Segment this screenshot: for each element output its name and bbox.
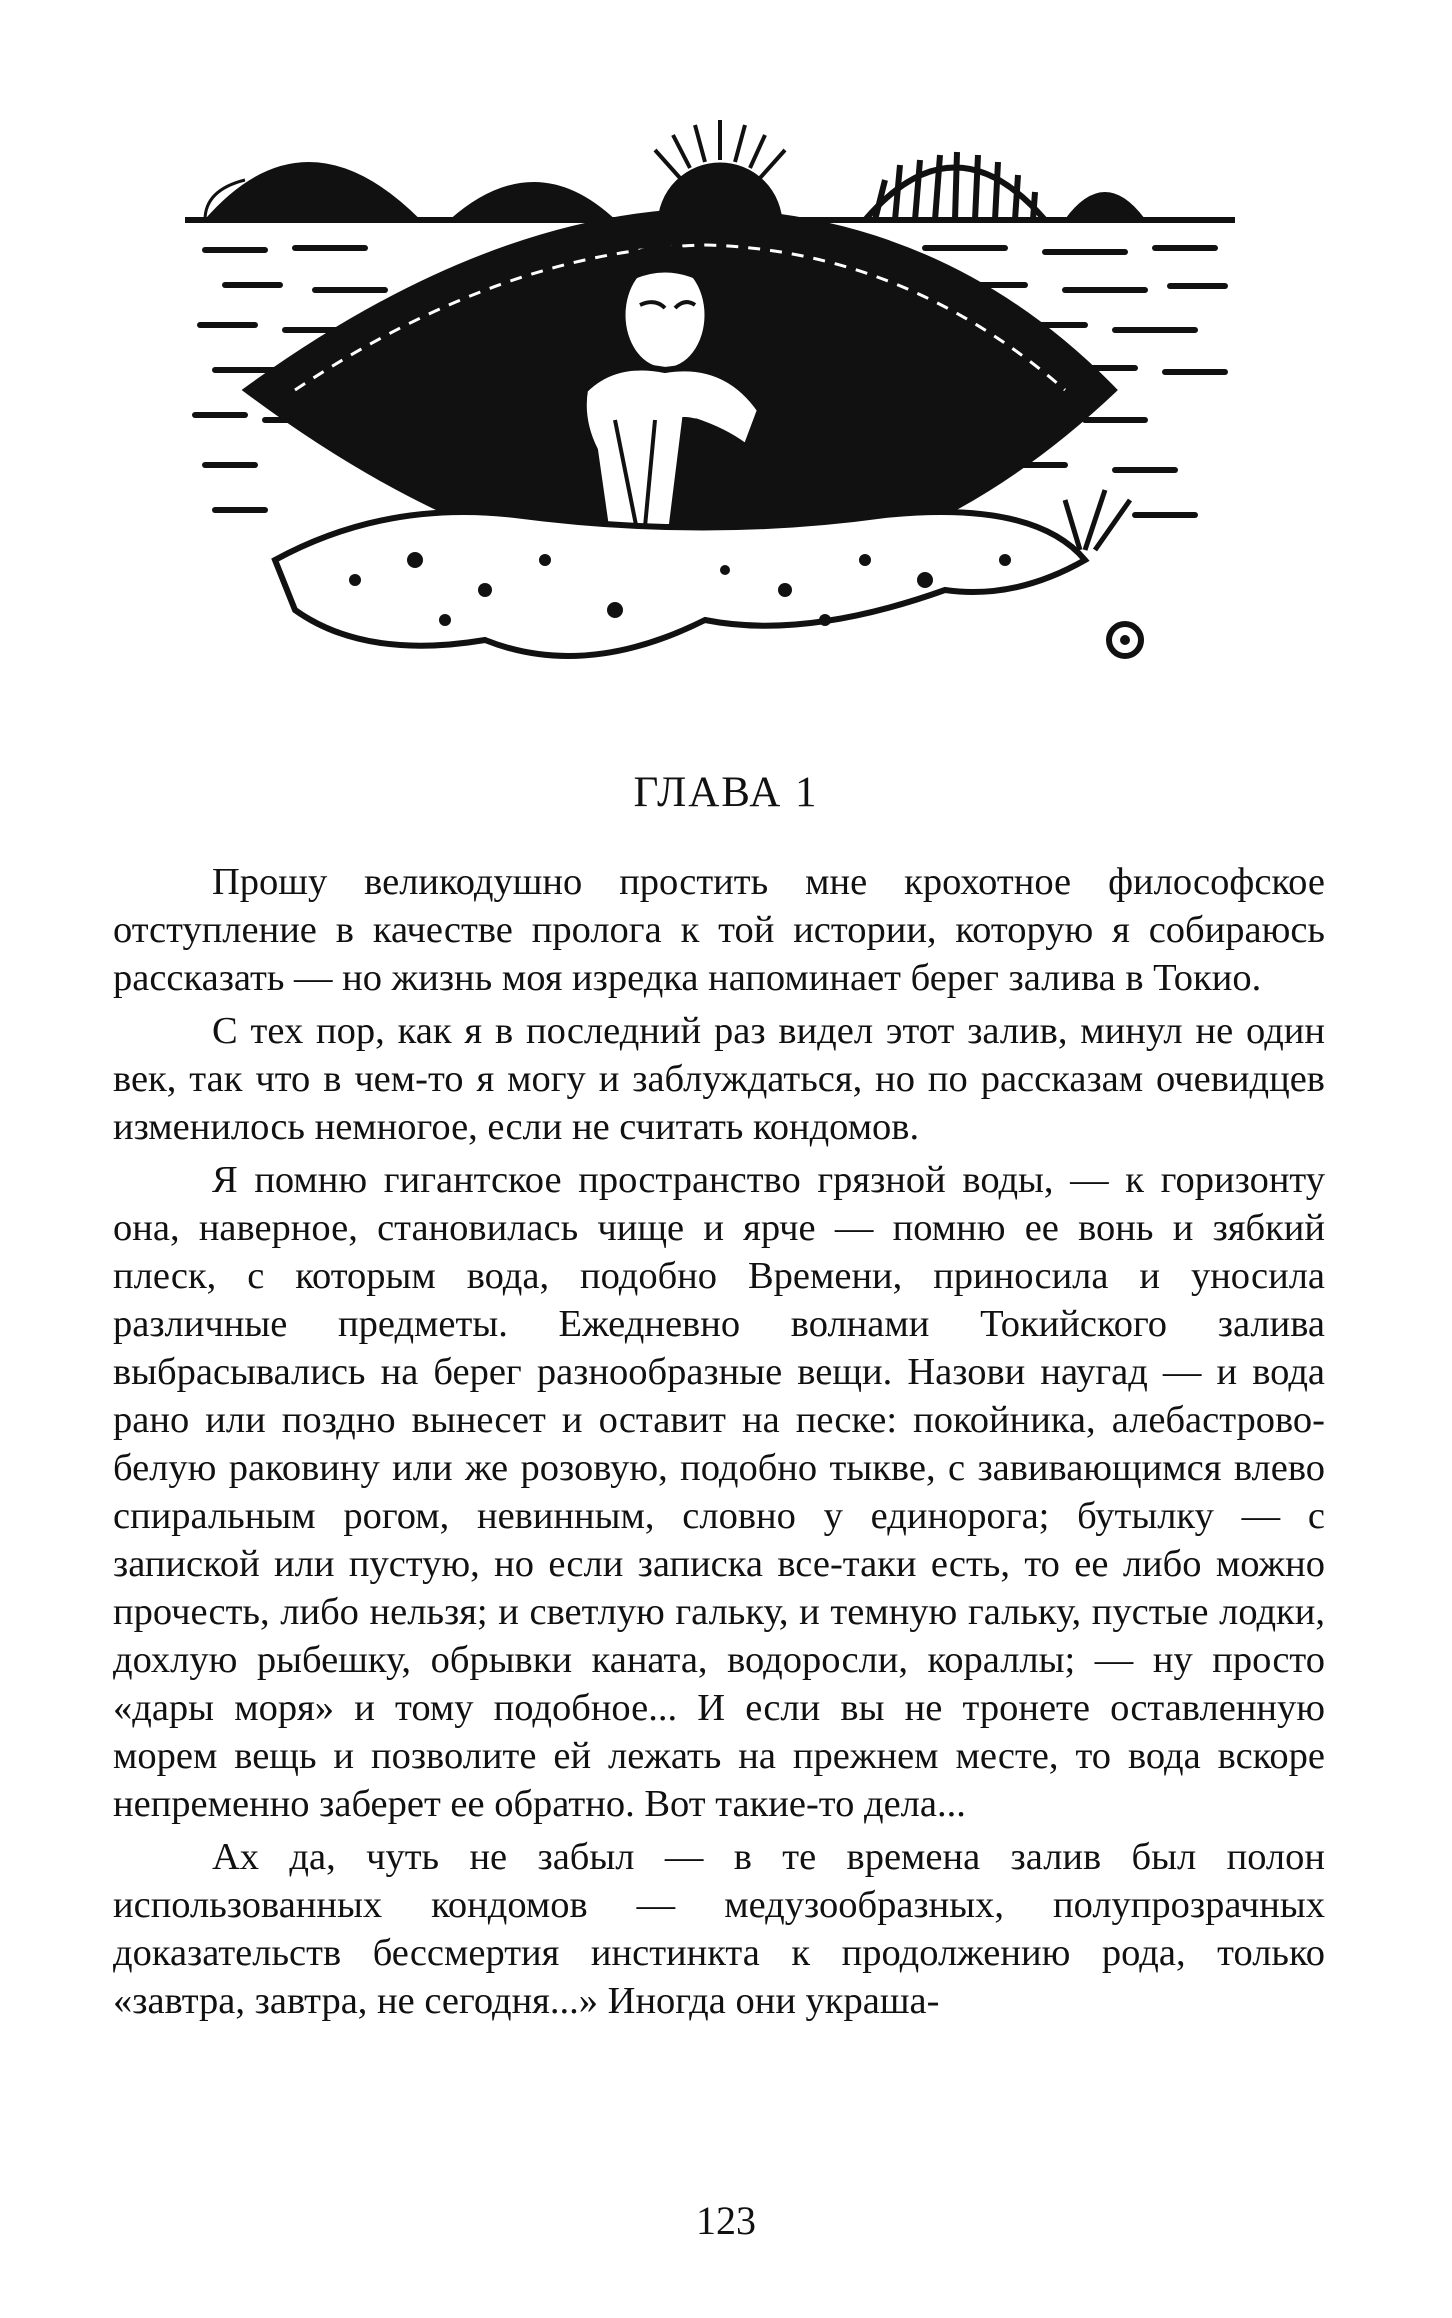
paragraph: С тех пор, как я в последний раз видел этот залив, минул не один век, так что в чем-то я могу и заблуждаться, но по рассказам очевидцев изменилось немногое, если не считать кондомов. bbox=[113, 1010, 1325, 1148]
rocky-shore bbox=[275, 512, 1085, 656]
chapter-illustration bbox=[185, 120, 1235, 740]
paragraph: Я помню гигантское пространство грязной воды, — к горизонту она, наверное, становилась чище и ярче — помню ее вонь и зябкий плеск, с которым вода, подобно Времени, приносила и уносила различные предметы. Ежедневно волнами Токийского залива выбрасывались на берег разнообразные вещи. Назови наугад — и вода рано или поздно вынесет и оставит на песке: покойника, алебастрово-белую раковину или же розовую, подобно тыкве, с завивающимся влево спиральным рогом, невинным, словно у единорога; бутылку — с запиской или пустую, но если записка все-таки есть, то ее либо можно прочесть, либо нельзя; и светлую гальку, и темную гальку, пустые лодки, дохлую рыбешку, обрывки каната, водоросли, кораллы; — ну просто «дары моря» и тому подобное... И если вы не тронете оставленную морем вещь и позволите ей лежать на прежнем месте, то вода вскоре непременно заберет ее обратно. Вот такие-то дела... bbox=[113, 1159, 1325, 1825]
chapter-body-text bbox=[113, 858, 1325, 2030]
page-number: 123 bbox=[696, 2198, 756, 2243]
chapter-title: ГЛАВА 1 bbox=[633, 769, 819, 816]
paragraph: Прошу великодушно простить мне крохотное философское отступление в качестве пролога к той истории, которую я собираюсь рассказать — но жизнь моя изредка напоминает берег залива в Токио. bbox=[113, 861, 1325, 999]
paragraph: Ах да, чуть не забыл — в те времена залив был полон использованных кондомов — медузообразных, полупрозрачных доказательств бессмертия инстинкта к продолжению рода, только «завтра, завтра, не сегодня...» Иногда они украша- bbox=[113, 1836, 1325, 2022]
